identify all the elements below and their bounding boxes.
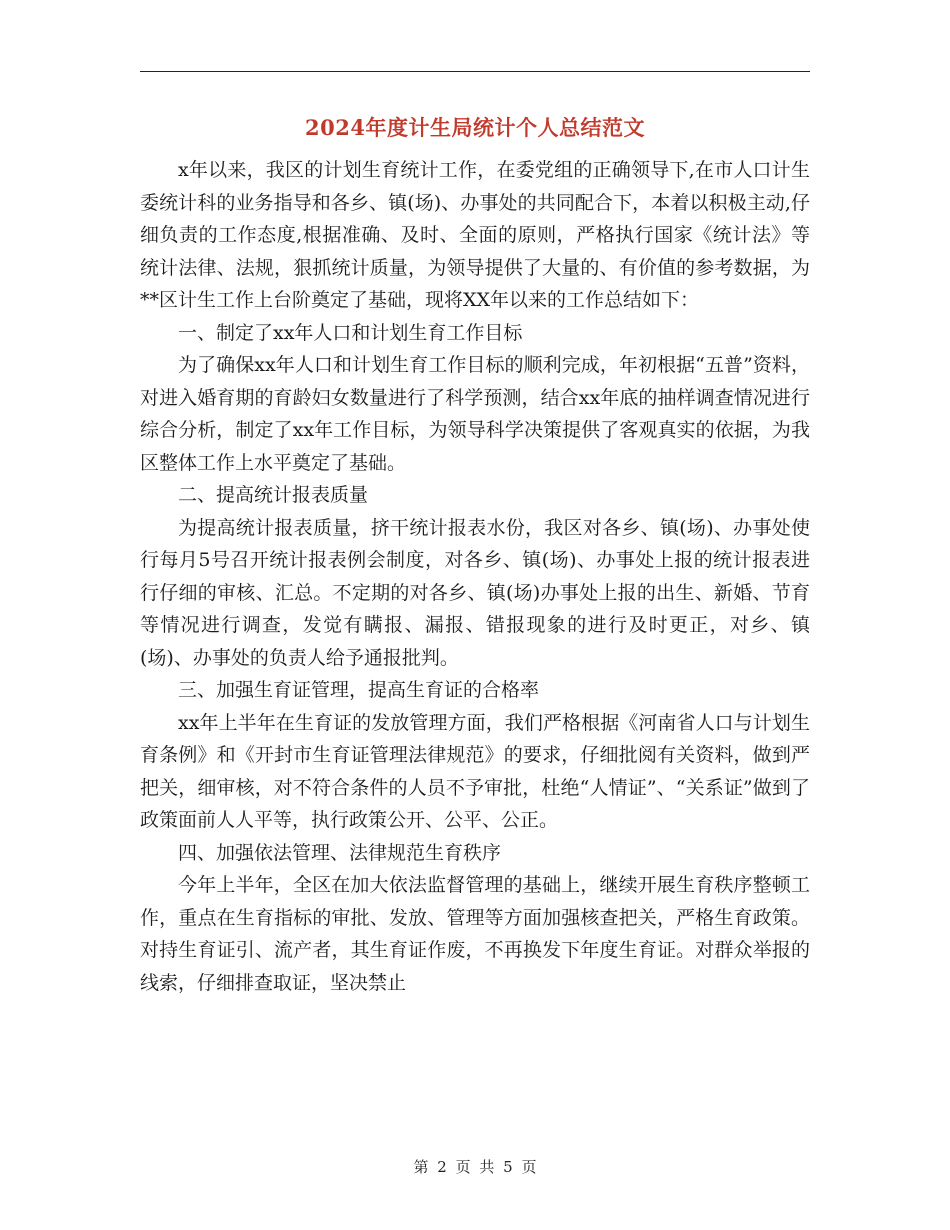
section-paragraph-1: 为了确保xx年人口和计划生育工作目标的顺利完成，年初根据“五普”资料，对进入婚育期的育龄妇女数量进行了科学预测，结合xx年底的抽样调查情况进行综合分析，制定了xx年工作目标，为领导科学决策提供了客观真实的依据，为我区整体工作上水平奠定了基础。 [140,354,810,474]
section-paragraph-3: xx年上半年在生育证的发放管理方面，我们严格根据《河南省人口与计划生育条例》和《开封市生育证管理法律规范》的要求，仔细批阅有关资料，做到严把关，细审核，对不符合条件的人员不予审批，杜绝“人情证”、“关系证”做到了政策面前人人平等，执行政策公开、公平、公正。 [140,711,810,831]
page-number-footer: 第 2 页 共 5 页 [413,1158,537,1176]
section-paragraph-4: 今年上半年，全区在加大依法监督管理的基础上，继续开展生育秩序整顿工作，重点在生育指标的审批、发放、管理等方面加强核查把关，严格生育政策。对持生育证引、流产者，其生育证作废，不再换发下年度生育证。对群众举报的线索，仔细排查取证，坚决禁止 [140,874,810,994]
section-paragraph-2: 为提高统计报表质量，挤干统计报表水份，我区对各乡、镇(场)、办事处使行每月5号召开统计报表例会制度，对各乡、镇(场)、办事处上报的统计报表进行仔细的审核、汇总。不定期的对各乡、镇(场)办事处上报的出生、新婚、节育等情况进行调查，发觉有瞒报、漏报、错报现象的进行及时更正，对乡、镇(场)、办事处的负责人给予通报批判。 [140,516,810,669]
document-body [140,154,810,999]
document-title: 2024年度计生局统计个人总结范文 [305,115,645,140]
section-heading-4: 四、加强依法管理、法律规范生育秩序 [178,841,502,864]
section-heading-2: 二、提高统计报表质量 [178,484,369,506]
header-rule [140,71,810,72]
intro-paragraph: x年以来，我区的计划生育统计工作，在委党组的正确领导下,在市人口计生委统计科的业务指导和各乡、镇(场)、办事处的共同配合下，本着以积极主动,仔细负责的工作态度,根据准确、及时、全面的原则，严格执行国家《统计法》等统计法律、法规，狠抓统计质量，为领导提供了大量的、有价值的参考数据，为**区计生工作上台阶奠定了基础，现将XX年以来的工作总结如下： [140,159,810,311]
section-heading-1: 一、制定了xx年人口和计划生育工作目标 [178,321,523,344]
section-heading-3: 三、加强生育证管理，提高生育证的合格率 [178,679,540,701]
